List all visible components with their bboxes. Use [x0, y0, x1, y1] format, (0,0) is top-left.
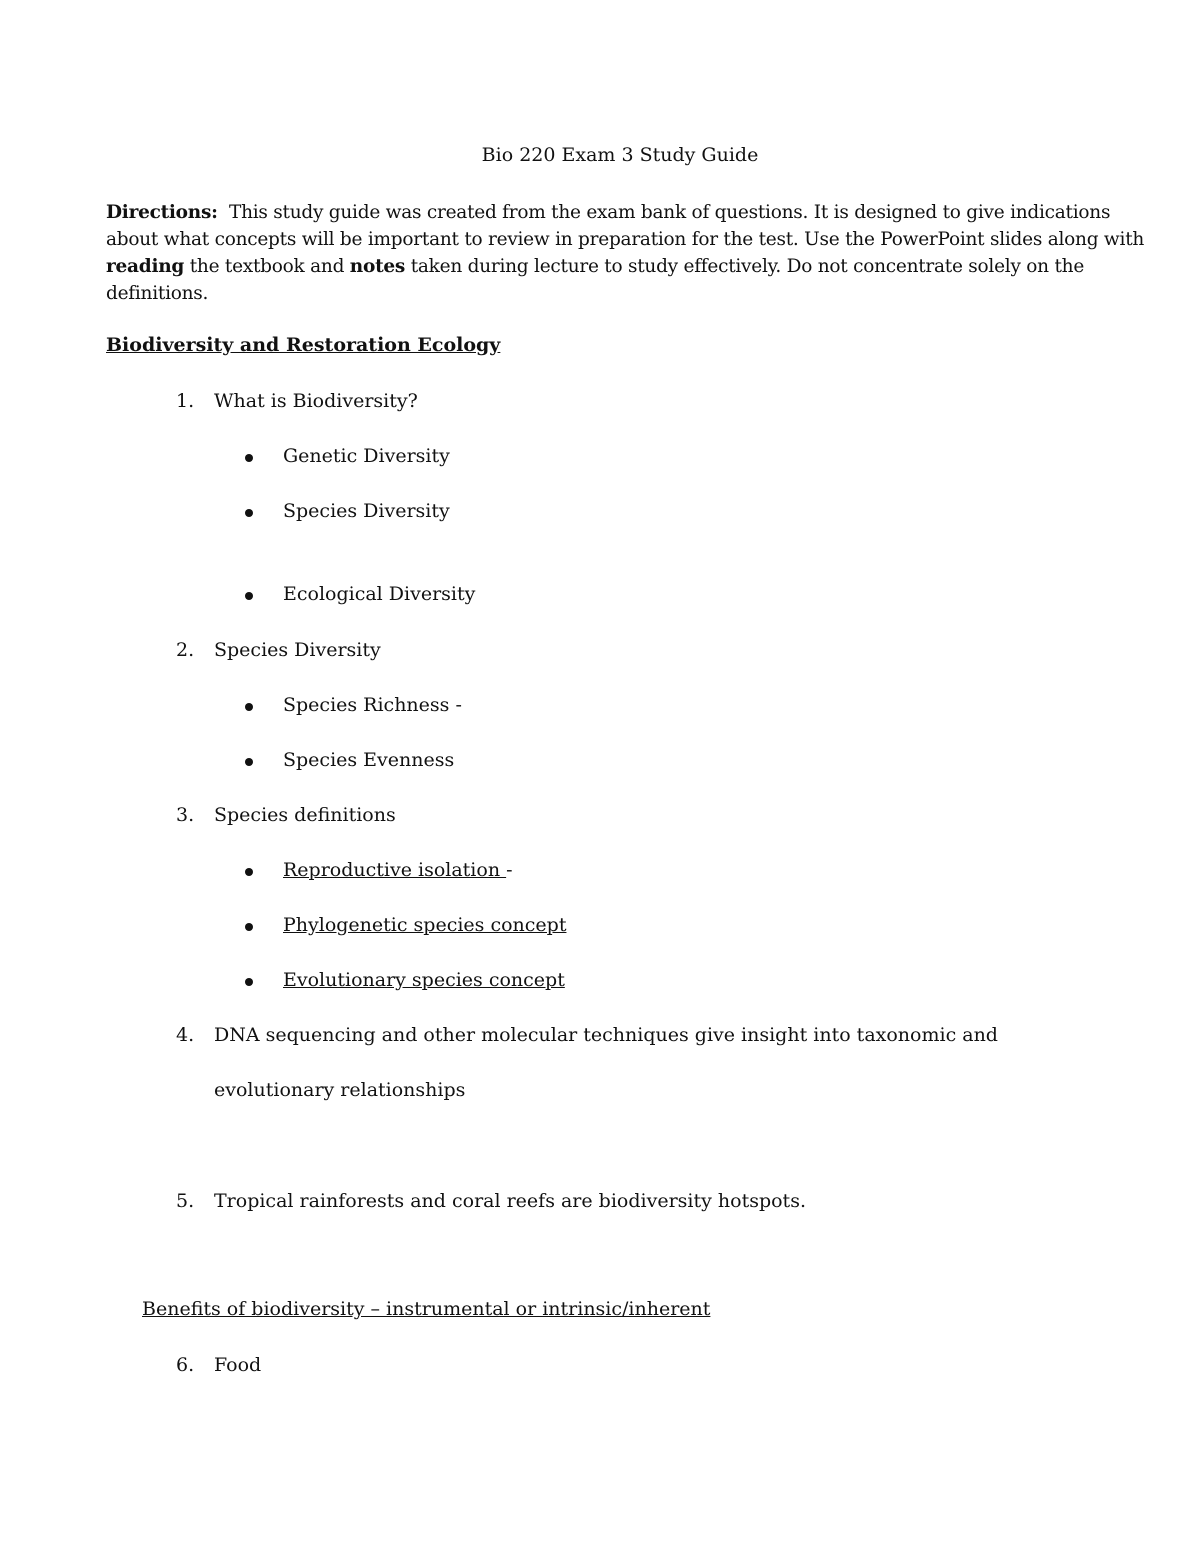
section-heading-benefits: Benefits of biodiversity – instrumental or intrinsic/inherent	[142, 1298, 711, 1320]
list-item-number: 1.	[176, 390, 195, 412]
bullet-text-underlined: Evolutionary species concept	[283, 969, 565, 991]
directions-bold-notes: notes	[349, 256, 406, 277]
bullet-icon	[245, 454, 253, 462]
list-item-text: Food	[214, 1354, 262, 1376]
list-item-text: Species definitions	[214, 804, 396, 826]
bullet-icon	[245, 868, 253, 876]
bullet-icon	[245, 758, 253, 766]
list-item-number: 6.	[176, 1354, 195, 1376]
list-item-number: 5.	[176, 1190, 195, 1212]
list-item-text: Species Diversity	[214, 639, 381, 661]
bullet-text: Ecological Diversity	[283, 583, 476, 605]
list-item-text: Tropical rainforests and coral reefs are biodiversity hotspots.	[214, 1190, 806, 1212]
bullet-icon	[245, 978, 253, 986]
directions-text-1: This study guide was created from the exam bank of questions. It is designed to give indications about what concepts will be important to review in preparation for the test. Use the PowerPoint slides along with	[106, 202, 1145, 250]
list-item-number: 2.	[176, 639, 195, 661]
bullet-text: Species Evenness	[283, 749, 455, 771]
list-item-text: What is Biodiversity?	[214, 390, 418, 412]
bullet-icon	[245, 703, 253, 711]
directions-text-2: the textbook and	[184, 256, 350, 277]
list-item-number: 4.	[176, 1024, 195, 1046]
directions-label: Directions:	[106, 202, 218, 223]
bullet-text-underlined: Phylogenetic species concept	[283, 914, 567, 936]
bullet-text: Species Richness -	[283, 694, 462, 716]
section-heading-biodiversity: Biodiversity and Restoration Ecology	[106, 334, 501, 356]
bullet-text: Genetic Diversity	[283, 445, 450, 467]
directions-bold-reading: reading	[106, 256, 185, 277]
bullet-icon	[245, 592, 253, 600]
directions-text-3: taken during lecture to study effectively. Do not concentrate solely on the definitions.	[106, 256, 1085, 304]
bullet-icon	[245, 923, 253, 931]
bullet-text-rest: -	[506, 859, 513, 881]
list-item-number: 3.	[176, 804, 195, 826]
directions-paragraph	[106, 199, 1146, 307]
bullet-icon	[245, 509, 253, 517]
page-title: Bio 220 Exam 3 Study Guide	[481, 144, 759, 166]
bullet-text-underlined: Reproductive isolation	[283, 859, 507, 881]
list-item-text-line2: evolutionary relationships	[214, 1079, 466, 1101]
list-item-text-line1: DNA sequencing and other molecular techniques give insight into taxonomic and	[214, 1024, 998, 1046]
bullet-text: Species Diversity	[283, 500, 450, 522]
